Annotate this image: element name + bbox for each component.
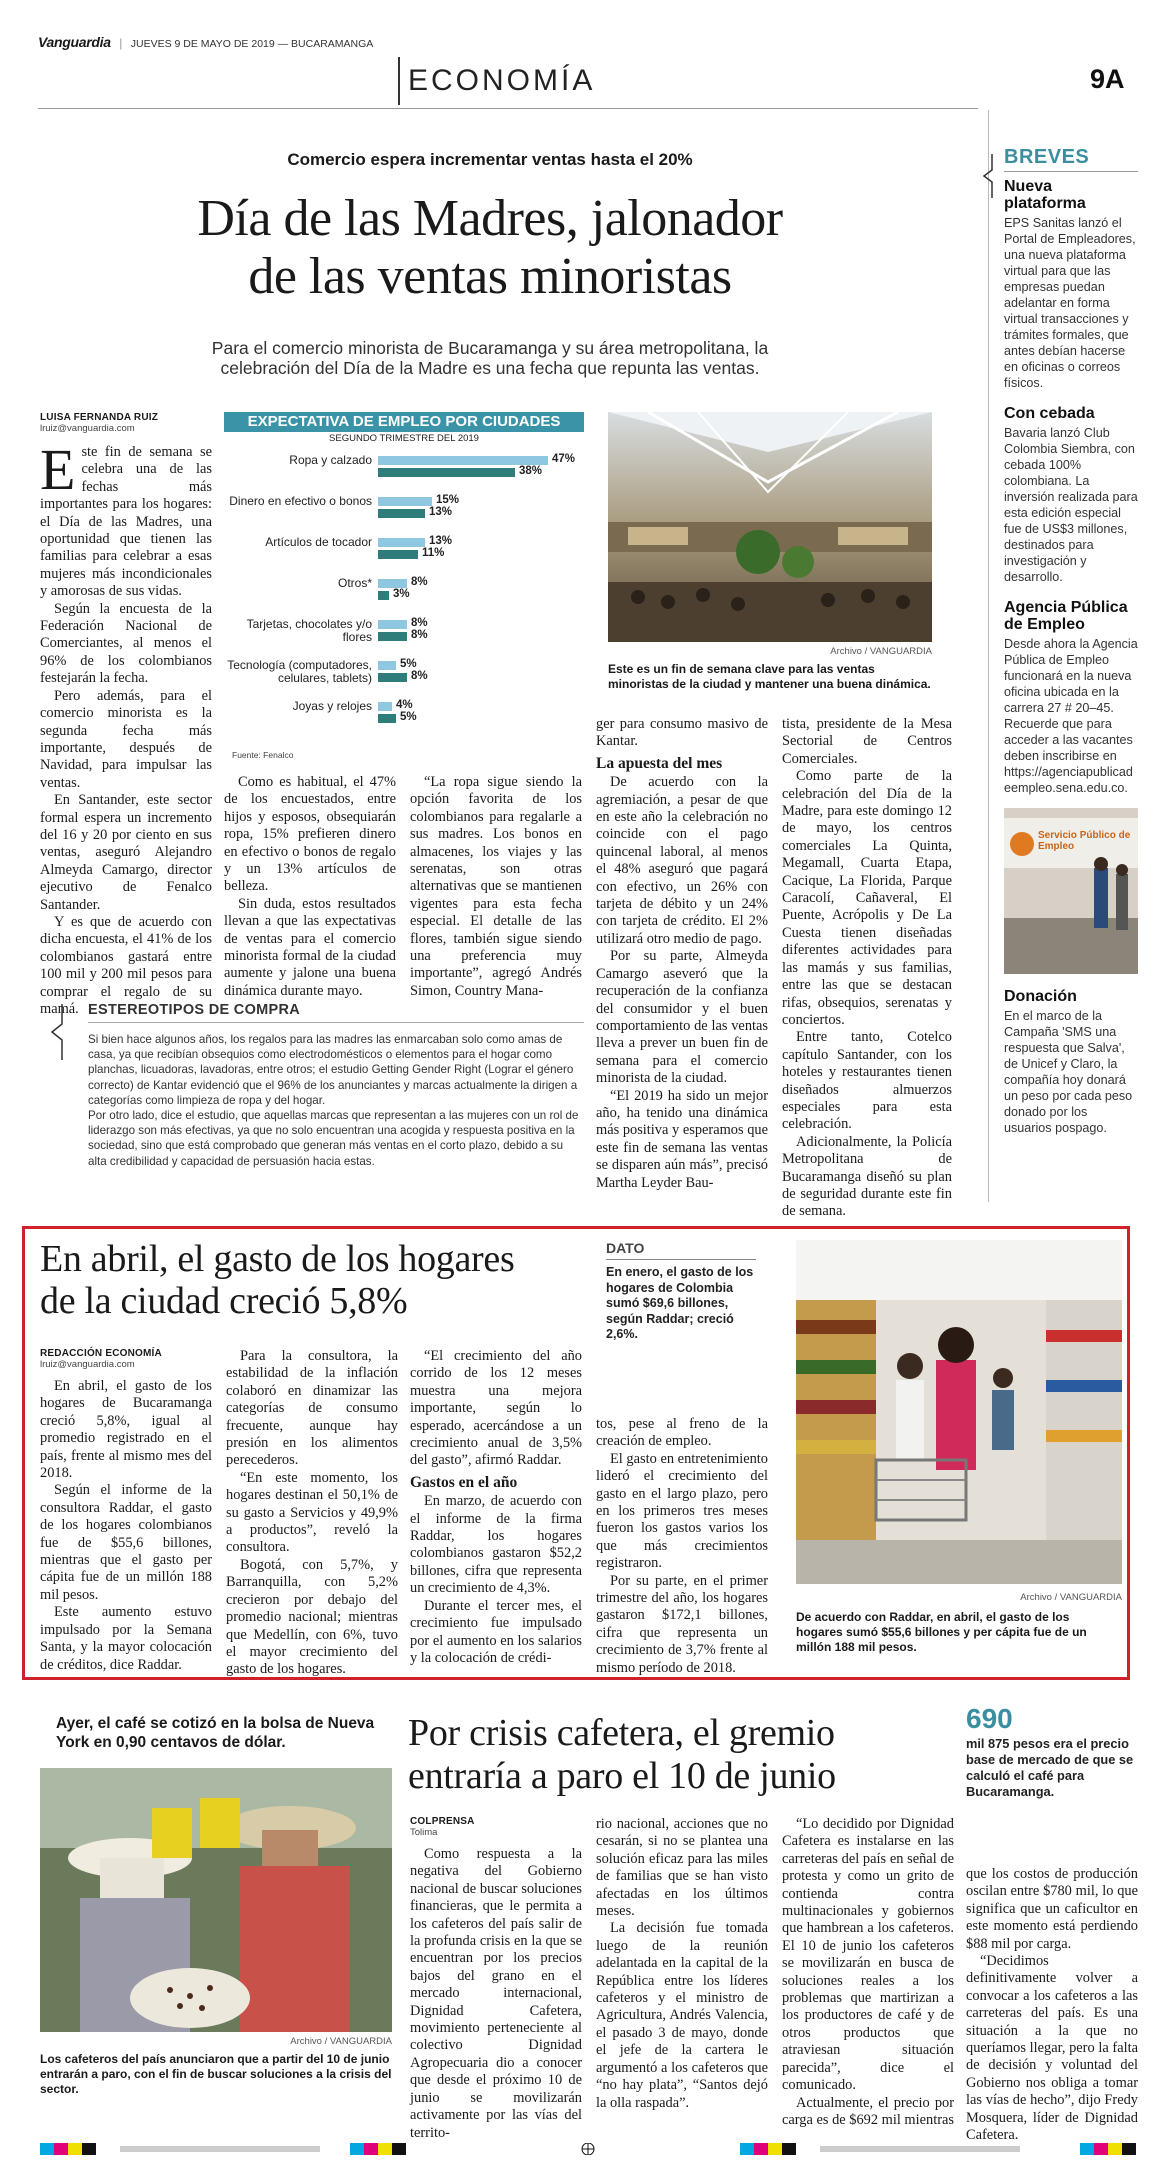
chart-category-label: Artículos de tocador	[265, 535, 372, 549]
gasto-col3-p1: “El crecimiento del año corrido de los 12 meses muestra una mejora importante, según lo esperado, acercándose a un crecimiento anual de 3,5% del gasto”, afirmó Raddar.	[410, 1348, 582, 1469]
chart-value-label: 3%	[393, 588, 410, 600]
brief-body: Bavaria lanzó Club Colombia Siembra, con cebada 100% colombiana. La inversión realizada para esta edición especial fue de US$3 millones, destinados para investigación y desarrollo.	[1004, 426, 1138, 584]
gasto-title-line2: de la ciudad creció 5,8%	[40, 1280, 408, 1322]
section-divider	[398, 57, 400, 105]
gasto-author-email: lruiz@vanguardia.com	[40, 1359, 135, 1370]
gasto-col2-p1: Para la consultora, la estabilidad de la inflación colaboró en dinamizar las categorías de consumo frecuente, aunque hay presión en los alimentos perecederos.	[226, 1348, 398, 1469]
cafe-col4-p1: que los costos de producción oscilan entre $780 mil, lo que significa que un caficultor en este momento está perdiendo $88 mil por carga.	[966, 1866, 1138, 1952]
lead-column-2	[224, 774, 396, 1000]
brief-item-platform	[1004, 178, 1138, 391]
chart-value-label: 4%	[396, 699, 413, 711]
stereotypes-title: ESTEREOTIPOS DE COMPRA	[88, 1002, 301, 1018]
lead-col1-p1: ste fin de semana se celebra una de las fechas más importantes para los hogares: el Día de las Madres, una oportunidad que tienen las familias para celebrar a esas mujeres más incondicionales y amorosas de sus vidas.	[40, 444, 212, 600]
briefs-header: BREVES	[1004, 146, 1090, 168]
lead-col4-p1: De acuerdo con la agremiación, a pesar de que en este año la celebración no coincide con el pago quincenal laboral, al menos el 48% aseguró que pagará con efectivo, un 26% con tarjeta de débito y un 24% con tarjeta de crédito. El 2% utilizará otro medio de pago.	[596, 774, 768, 947]
chart-row	[224, 614, 584, 655]
chart-value-label: 8%	[411, 670, 428, 682]
brief-title: Agencia Pública de Empleo	[1004, 599, 1128, 633]
chart-subtitle: SEGUNDO TRIMESTRE DEL 2019	[329, 433, 479, 444]
gasto-title	[40, 1238, 600, 1322]
chart-category-label: Otros*	[337, 576, 372, 590]
lead-title-line2: de las ventas minoristas	[248, 248, 732, 305]
briefs-bracket-icon	[978, 152, 1000, 202]
brief-item-cebada	[1004, 405, 1138, 585]
gasto-col4-p1: El gasto en entretenimiento lideró el crecimiento del gasto en el largo plazo, pero en los primeros tres meses fueron los gastos varios los que más crecimientos registraron.	[596, 1450, 768, 1572]
brief-body: Desde ahora la Agencia Pública de Empleo funcionará en la nueva oficina ubicada en la carrera 27 # 20–45. Recuerde que para acceder a las vacantes deben inscribirse en https://agenciapublicadeempleo.sena.edu.co.	[1004, 637, 1138, 795]
lead-col4-p3: “El 2019 ha sido un mejor año, ha tenido una dinámica más positiva y esperamos que este fin de semana las ventas se disparen aún más”, precisó Martha Leyder Bau-	[596, 1087, 768, 1191]
chart-category-label: Ropa y calzado	[289, 453, 372, 467]
masthead: Vanguardia | JUEVES 9 DE MAYO DE 2019 — BUCARAMANGA	[38, 34, 374, 50]
lead-col5-p0: tista, presidente de la Mesa Sectorial de Centros Comerciales.	[782, 716, 952, 767]
stereotypes-box	[66, 1002, 584, 1190]
gasto-col3-p2: En marzo, de acuerdo con el informe de la firma Raddar, los hogares colombianos gastaron $52,2 billones, cifra que representa un crecimiento de 4,3%.	[410, 1493, 582, 1597]
lead-col3-p1: “La ropa sigue siendo la opción favorita de los colombianos para regalarle a sus madres. Los bonos en almacenes, los viajes y las serenatas, son otras alternativas que se mantienen vigentes para esta fecha especial. El detalle de las flores, también sigue siendo una preferencia muy importante”, agregó Andrés Simon, Country Mana-	[410, 774, 582, 999]
dateline: JUEVES 9 DE MAYO DE 2019 — BUCARAMANGA	[130, 38, 374, 50]
gasto-col2-p3: Bogotá, con 5,7%, y Barranquilla, con 5,2% crecieron por debajo del promedio nacional; mientras que Medellín, con 6%, tuvo el mayor crecimiento del gasto de los hogares.	[226, 1556, 398, 1678]
lead-col2-p2: Sin duda, estos resultados llevan a que las expectativas de ventas para el comercio minorista formal de la ciudad aumente y jalone una buena dinámica durante mayo.	[224, 895, 396, 999]
cafe-col3-p2: Actualmente, el precio por carga es de $692 mil mientras	[782, 2094, 954, 2128]
lead-author: LUISA FERNANDA RUIZ	[40, 412, 159, 423]
lead-subtitle	[120, 338, 860, 378]
chart-bar	[378, 661, 396, 670]
gasto-col2-p2: “En este momento, los hogares destinan el 50,1% de su gasto a Servicios y 49,9% a productos”, reveló la consultora.	[226, 1469, 398, 1556]
employment-chart	[224, 412, 584, 764]
mall-photo-image	[608, 412, 932, 642]
dato-label: DATO	[606, 1240, 645, 1256]
chart-title: EXPECTATIVA DE EMPLEO POR CIUDADES	[224, 412, 584, 432]
cafe-title-line1: Por crisis cafetera, el gremio	[408, 1712, 835, 1754]
chart-bar	[378, 579, 407, 588]
brief-title: Con cebada	[1004, 405, 1095, 422]
supermarket-photo-credit: Archivo / VANGUARDIA	[1020, 1592, 1122, 1603]
chart-bar	[378, 538, 425, 547]
brief-body: EPS Sanitas lanzó el Portal de Empleadores, una nueva plataforma virtual para que las empresas puedan adelantar en forma virtual transacciones y trámites formales, que antes debían hacerse en oficinas o correos físicos.	[1004, 216, 1136, 390]
gasto-column-4	[596, 1416, 768, 1677]
chart-bar	[378, 456, 548, 465]
supermarket-photo-image	[796, 1240, 1122, 1584]
agency-photo	[1004, 808, 1138, 974]
brief-body: En el marco de la Campaña 'SMS una respuesta que Salva', de Unicef y Claro, la compañía hoy donará un peso por cada peso donado por los usuarios pospago.	[1004, 1009, 1133, 1135]
supermarket-photo-caption: De acuerdo con Raddar, en abril, el gasto de los hogares sumó $55,6 billones y per cápita fue de un millón 188 mil pesos.	[796, 1610, 1087, 1654]
brief-item-donacion	[1004, 988, 1138, 1136]
lead-title-line1: Día de las Madres, jalonador	[197, 190, 783, 247]
lead-col1-p4: En Santander, este sector formal espera un incremento del 16 y 20 por ciento en sus ventas, aseguró Alejandro Almeyda Camargo, director ejecutivo de Fenalco Santander.	[40, 792, 212, 913]
chart-value-label: 5%	[400, 711, 417, 723]
lead-col4-p0: ger para consumo masivo de Kantar.	[596, 716, 768, 750]
chart-rows	[224, 450, 584, 750]
agency-sign: Servicio Público de Empleo	[1038, 830, 1131, 852]
chart-value-label: 11%	[422, 547, 445, 559]
chart-bar	[378, 509, 425, 518]
mall-photo	[608, 412, 932, 642]
lead-col1-p5: Y es que de acuerdo con dicha encuesta, el 41% de los colombianos gastará entre 100 mil y 200 mil pesos para comprar el regalo de su mamá.	[40, 913, 212, 1017]
chart-category-label: Tarjetas, chocolates y/o flores	[246, 617, 372, 644]
chart-row	[224, 491, 584, 532]
gasto-column-1	[40, 1378, 212, 1674]
cafe-col1-p1: Como respuesta a la negativa del Gobierno nacional de buscar soluciones financieras, que le permita a los cafeteros del país salir de la profunda crisis en la que se encuentran por los precios bajos del grano en el mercado internacional, Dignidad Cafetera, movimiento perteneciente al colectivo Dignidad Agropecuaria dio a conocer que desde el próximo 10 de junio se movilizarán activamente por las vías del territo-	[410, 1846, 582, 2141]
chart-category-label: Dinero en efectivo o bonos	[229, 494, 372, 508]
cafe-column-3	[782, 1816, 954, 2129]
brief-item-agencia	[1004, 599, 1138, 796]
gasto-byline	[40, 1348, 210, 1370]
chart-value-label: 47%	[552, 453, 576, 465]
gasto-col1-p2: Según el informe de la consultora Raddar, el gasto de los hogares colombianos fue de $55,6 billones, mientras que el gasto per cápita fue de un millón 188 mil pesos.	[40, 1482, 212, 1603]
coffee-farmers-photo-image	[40, 1768, 392, 2032]
gasto-column-2	[226, 1348, 398, 1679]
gasto-col3-p3: Durante el tercer mes, el crecimiento fue impulsado por el aumento en los salarios y la colocación de crédi-	[410, 1597, 582, 1666]
chart-value-label: 8%	[411, 617, 428, 629]
lead-subtitle-line1: Para el comercio minorista de Bucaramanga y su área metropolitana, la	[211, 338, 769, 358]
gasto-col1-p1: En abril, el gasto de los hogares de Bucaramanga creció 5,8%, igual al promedio registrado en el país, frente al mismo mes del 2018.	[40, 1378, 212, 1482]
cafe-fact-text: mil 875 pesos era el precio base de mercado de que se calculó el café para Bucaramanga.	[966, 1736, 1134, 1799]
lead-author-email: lruiz@vanguardia.com	[40, 423, 135, 434]
chart-row	[224, 450, 584, 491]
lead-title	[60, 190, 920, 306]
coffee-farmers-photo	[40, 1768, 392, 2032]
section-name: ECONOMÍA	[408, 64, 596, 97]
stereotypes-body	[88, 1032, 584, 1169]
cafe-fact-box	[966, 1704, 1136, 1800]
lead-subtitle-line2: celebración del Día de la Madre es una fecha que repunta las ventas.	[220, 358, 760, 378]
cafe-col4-p2: “Decidimos definitivamente volver a convocar a los cafeteros a las carreteras del país. Es una situación a la que no queríamos llegar, pero la falta de decisión y voluntad del Gobierno nos obliga a tomar las vías de hecho”, dijo Fredy Mosquera, líder de Dignidad Cafetera.	[966, 1953, 1138, 2144]
chart-value-label: 8%	[411, 576, 428, 588]
lead-col5-p3: Adicionalmente, la Policía Metropolitana de Bucaramanga diseñó su plan de seguridad durante este fin de semana.	[782, 1133, 952, 1220]
chart-bar	[378, 632, 407, 641]
chart-row	[224, 573, 584, 614]
cafe-author: COLPRENSA	[410, 1816, 475, 1827]
chart-category-label: Tecnología (computadores, celulares, tablets)	[227, 658, 372, 685]
dato-rule	[606, 1259, 756, 1260]
chart-bar	[378, 714, 396, 723]
dato-box	[606, 1240, 756, 1343]
lead-col5-p2: Entre tanto, Cotelco capítulo Santander, con los hoteles y restaurantes tienen diseñados almuerzos especiales para esta celebración.	[782, 1029, 952, 1133]
chart-bar	[378, 468, 515, 477]
chart-bar	[378, 620, 407, 629]
chart-row	[224, 696, 584, 737]
lead-col4-heading: La apuesta del mes	[596, 754, 723, 772]
lead-column-5	[782, 716, 952, 1221]
lead-kicker: Comercio espera incrementar ventas hasta el 20%	[287, 150, 693, 169]
chart-bar	[378, 591, 389, 600]
chart-value-label: 15%	[436, 494, 460, 506]
page-number: 9A	[1090, 64, 1125, 94]
chart-value-label: 13%	[429, 535, 453, 547]
chart-row	[224, 532, 584, 573]
chart-category-label: Joyas y relojes	[292, 699, 372, 713]
gasto-author: REDACCIÓN ECONOMÍA	[40, 1348, 162, 1359]
bracket-icon	[46, 1002, 68, 1062]
chart-source: Fuente: Fenalco	[232, 750, 294, 760]
cafe-col3-p1: “Lo decidido por Dignidad Cafetera es instalarse en las carreteras del país en señal de protesta y como un grito de contienda contra multinacionales y gobiernos que hambrean a los cafeteros. El 10 de junio los cafeteros se movilizarán en busca de soluciones reales a los problemas que martirizan a los productores de café y de otros productos que atraviesan situación parecida”, dice el comunicado.	[782, 1816, 954, 2094]
lead-column-4	[596, 716, 768, 1192]
chart-bar	[378, 550, 418, 559]
mall-photo-caption: Este es un fin de semana clave para las ventas minoristas de la ciudad y mantener una buena dinámica.	[608, 662, 931, 691]
cafe-author-place: Tolima	[410, 1827, 438, 1838]
cafe-column-1	[410, 1846, 582, 2142]
lead-col1-p2: Según la encuesta de la Federación Nacional de Comerciantes, al menos el 96% de los colombianos festejarán la fecha.	[40, 600, 212, 687]
color-registration-strip	[40, 2142, 1136, 2154]
briefs-header-rule	[1004, 171, 1138, 172]
cafe-column-2	[596, 1816, 768, 2112]
stereotypes-p2: Por otro lado, dice el estudio, que aquellas marcas que representan a las mujeres con un rol de liderazgo son más efectivas, ya que no solo encuentran una acogida y respuesta positiva en la sociedad, sino que está comprobado que generan más ventas en el corto plazo, debido a su alta credibilidad y capacidad de persuasión hacia estas.	[88, 1109, 579, 1168]
briefs-sidebar	[1004, 146, 1138, 1136]
chart-value-label: 13%	[429, 506, 453, 518]
cafe-title-line2: entraría a paro el 10 de junio	[408, 1755, 836, 1797]
lead-col4-p2: Por su parte, Almeyda Camargo aseveró que la recuperación de la confianza del consumidor y el buen comportamiento de las ventas lleva a prever un buen fin de semana para el comercio minorista de la ciudad.	[596, 948, 768, 1087]
dropcap: E	[40, 437, 76, 502]
cafe-col2-p0: rio nacional, acciones que no cesarán, si no se plantea una solución eficaz para las miles de familias que se han visto afectadas en los últimos meses.	[596, 1816, 768, 1920]
masthead-rule	[38, 108, 978, 109]
gasto-col3-heading: Gastos en el año	[410, 1473, 518, 1491]
lead-column-3	[410, 774, 582, 1000]
mall-photo-credit: Archivo / VANGUARDIA	[830, 646, 932, 657]
cafe-byline	[410, 1816, 580, 1838]
chart-value-label: 38%	[519, 465, 543, 477]
lead-column-1	[40, 437, 212, 1018]
lead-col2-p1: Como es habitual, el 47% de los encuestados, entre hijos y esposos, obsequiarán ropa, 15% prefieren dinero en efectivo o bonos de regalo y un 13% artículos de belleza.	[224, 774, 396, 895]
gasto-column-3	[410, 1348, 582, 1667]
cafe-fact-number: 690	[966, 1703, 1013, 1734]
lead-byline	[40, 412, 210, 434]
chart-bar	[378, 673, 407, 682]
gasto-col4-p0: tos, pese al freno de la creación de empleo.	[596, 1416, 768, 1450]
brand-logo: Vanguardia	[38, 34, 111, 50]
registration-marks-icon	[40, 2143, 1136, 2155]
brief-title: Donación	[1004, 988, 1077, 1005]
coffee-photo-caption: Los cafeteros del país anunciaron que a partir del 10 de junio entrarán a paro, con el fin de buscar soluciones a la crisis del sector.	[40, 2052, 392, 2096]
chart-value-label: 5%	[400, 658, 417, 670]
dato-text: En enero, el gasto de los hogares de Colombia sumó $69,6 billones, según Raddar; creció 2,6%.	[606, 1265, 754, 1341]
chart-bar	[378, 497, 432, 506]
gasto-col4-p2: Por su parte, en el primer trimestre del año, los hogares gastaron $172,1 billones, cifra que representa un crecimiento de 3,7% frente al mismo período de 2018.	[596, 1572, 768, 1676]
brief-title: Nueva plataforma	[1004, 178, 1086, 212]
coffee-photo-credit: Archivo / VANGUARDIA	[290, 2036, 392, 2047]
briefs-rule	[988, 110, 989, 1202]
stereotypes-rule	[88, 1022, 584, 1023]
stereotypes-p1: Si bien hace algunos años, los regalos para las madres las enmarcaban solo como amas de casa, ya que recibían obsequios como electrodomésticos o elementos para el hogar como planchas, licuadoras, lavadoras, entre otros; el estudio Getting Gender Right (Lograr el género correcto) de Kantar evidenció que el 96% de los anunciantes y marcas actualmente la dirigen a categorías como limpieza de ropa y del hogar.	[88, 1033, 578, 1107]
chart-value-label: 8%	[411, 629, 428, 641]
gasto-col1-p3: Este aumento estuvo impulsado por la Semana Santa, y la mayor colocación de créditos, dice Raddar.	[40, 1604, 212, 1673]
supermarket-photo	[796, 1240, 1122, 1584]
cafe-kicker: Ayer, el café se cotizó en la bolsa de Nueva York en 0,90 centavos de dólar.	[56, 1715, 375, 1751]
cafe-title	[408, 1712, 948, 1798]
lead-col1-p3: Pero además, para el comercio minorista es la segunda fecha más importante, después de Navidad, para impulsar las ventas.	[40, 687, 212, 791]
chart-row	[224, 655, 584, 696]
lead-col5-p1: Como parte de la celebración del Día de la Madre, para este domingo 12 de mayo, los centros comerciales La Quinta, Megamall, Cuarta Etapa, Cacique, La Florida, Parque Caracolí, Cañaveral, El Puente, Acrópolis y De La Cuesta tienen diseñadas diferentes actividades para las mamás y sus familias, entre las que se destacan rifas, obsequios, serenatas y conciertos.	[782, 768, 952, 1028]
chart-bar	[378, 702, 392, 711]
gasto-title-line1: En abril, el gasto de los hogares	[40, 1238, 515, 1280]
cafe-col2-p1: La decisión fue tomada luego de la reunión adelantada en la capital de la República entre los líderes cafeteros y el ministro de Agricultura, Andrés Valencia, el pasado 3 de mayo, donde el jefe de la cartera le argumentó a los cafeteros que “no hay plata”, “Santos dejó la olla raspada”.	[596, 1920, 768, 2111]
cafe-column-4	[966, 1866, 1138, 2145]
